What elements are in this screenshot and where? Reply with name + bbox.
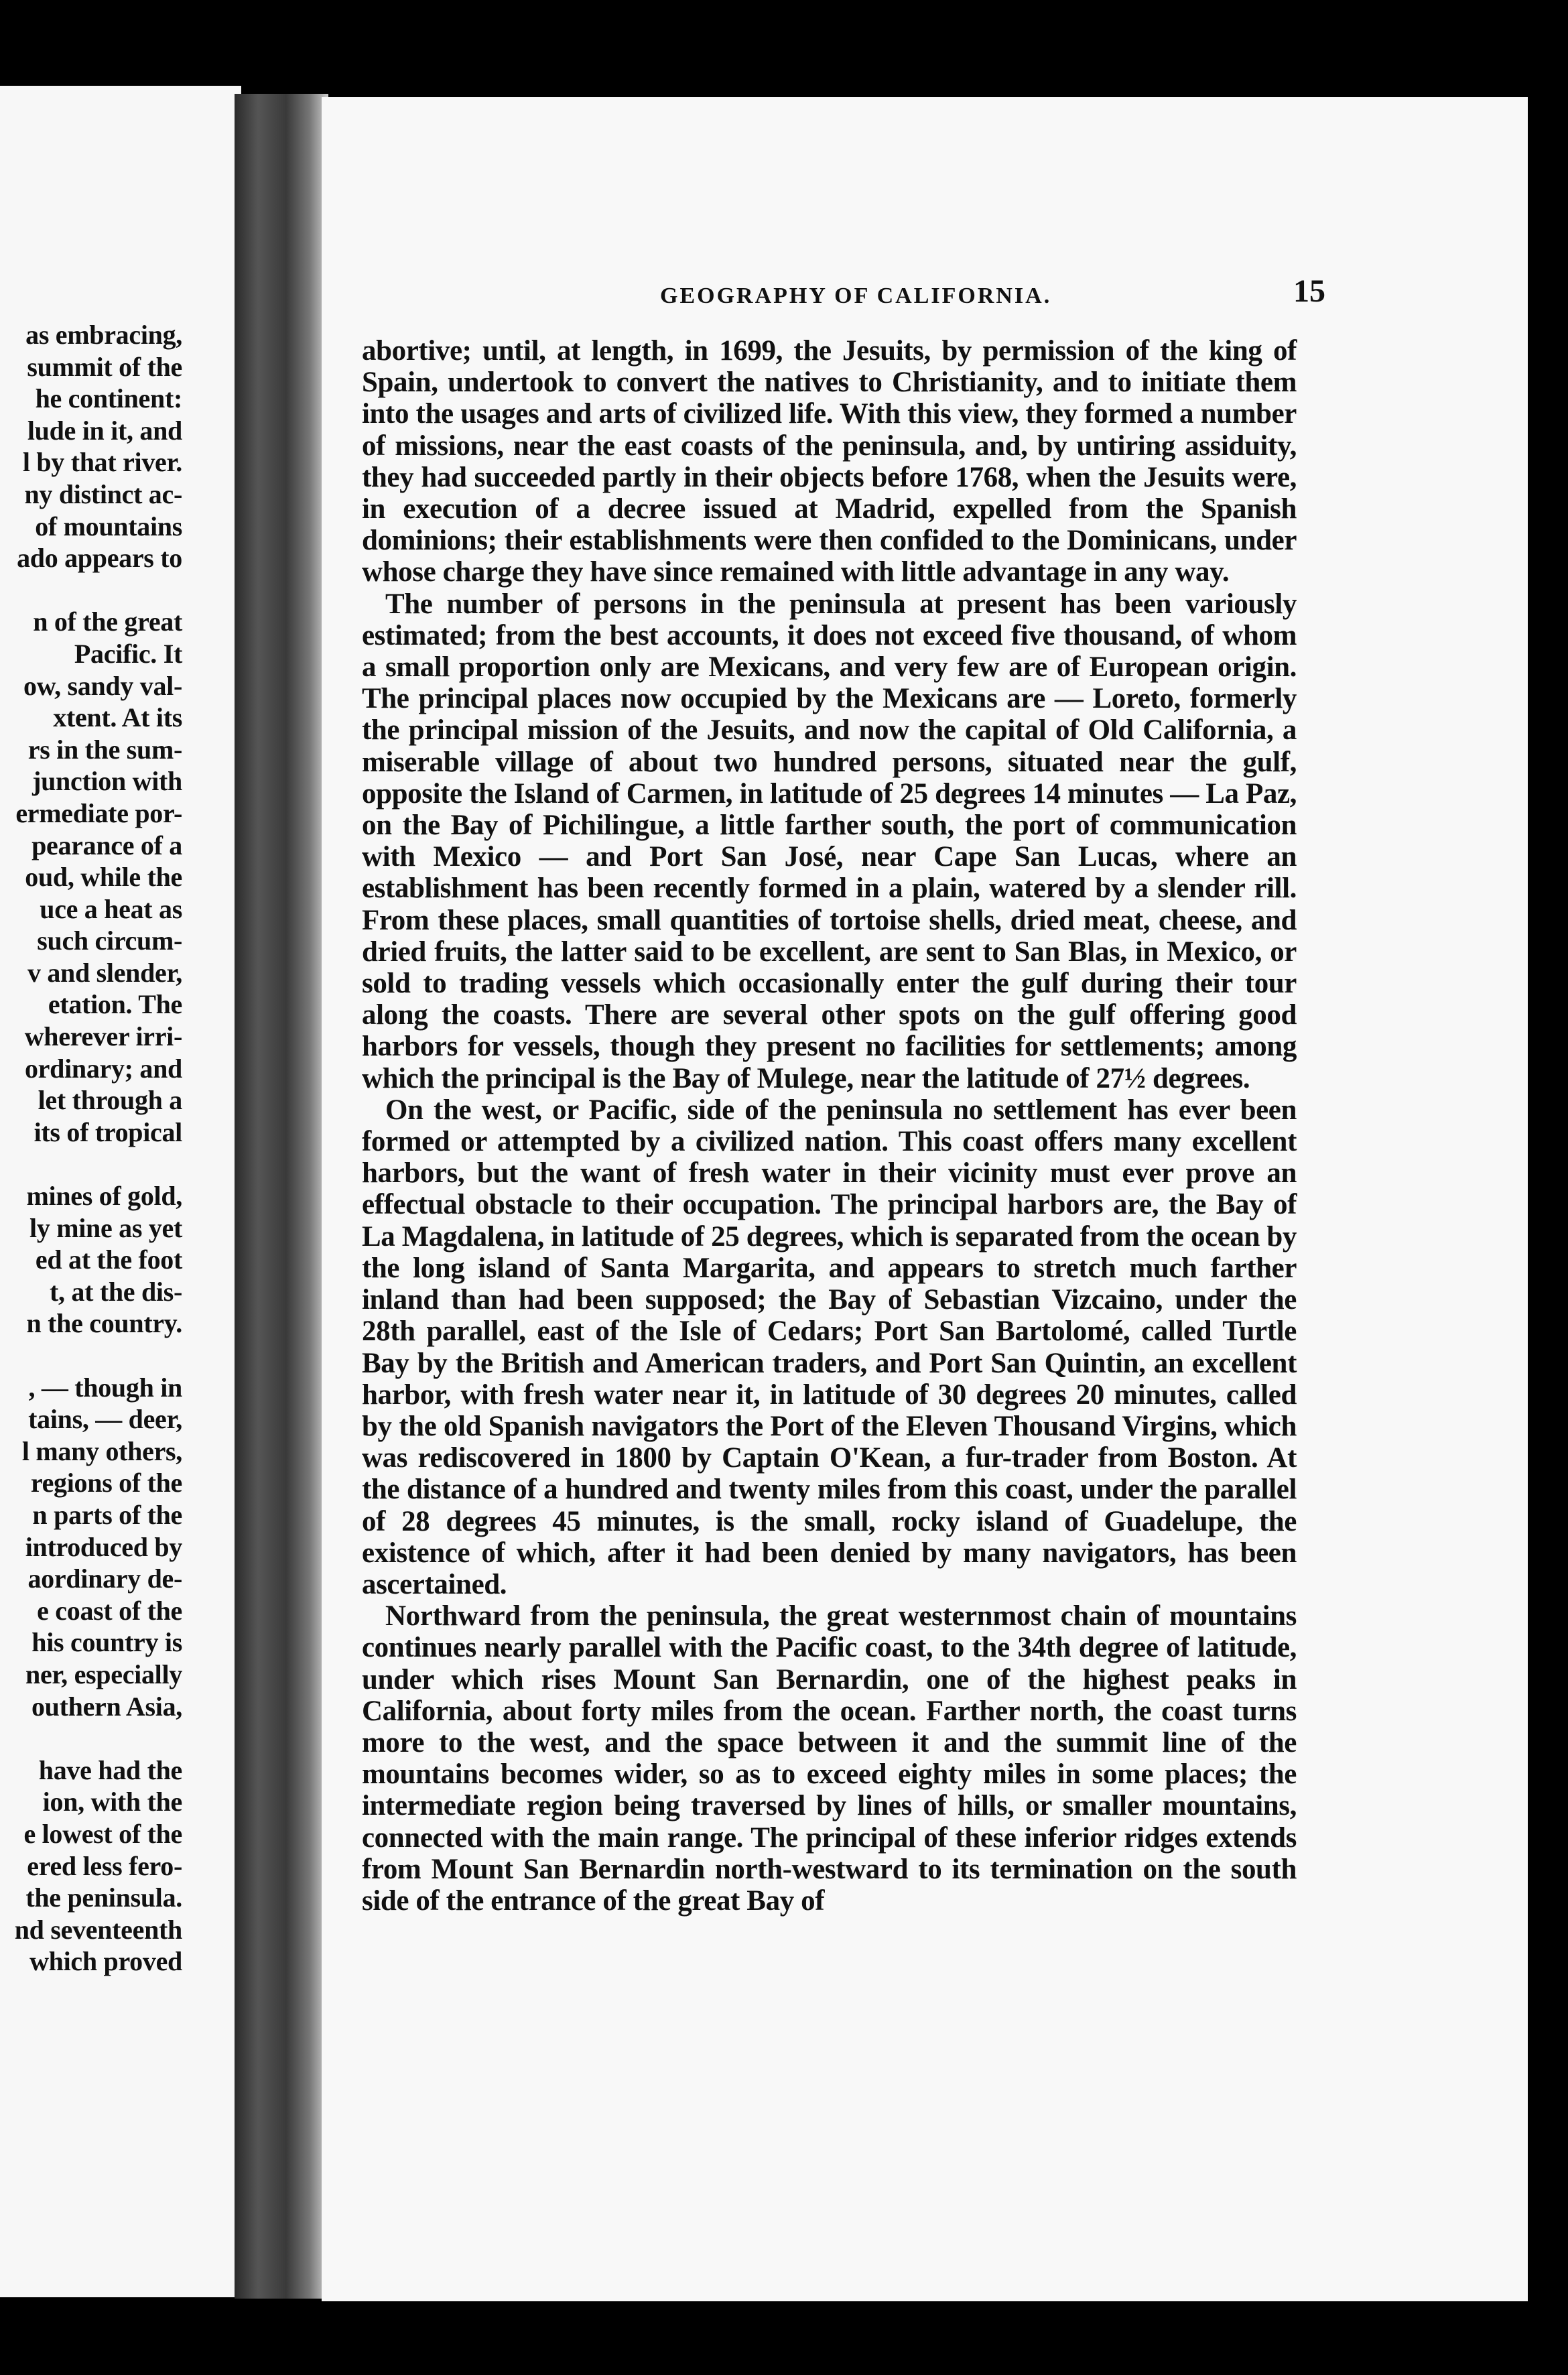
facing-page-line: n of the great	[33, 606, 182, 637]
facing-page-line: ion, with the	[42, 1787, 182, 1817]
facing-page-line	[0, 1340, 182, 1372]
facing-page-line: l many others,	[21, 1435, 182, 1466]
facing-page-text	[0, 319, 182, 1978]
facing-page-line: he continent:	[35, 383, 182, 414]
paragraph: abortive; until, at length, in 1699, the Jesuits, by permission of the king of Spain, undertook to convert the natives to Christianity, and to initiate them into the usages and arts of civilized life. With this view, they formed a number of missions, near the east coasts of the peninsula, and, by untiring assiduity, they had succeeded partly in their objects before 1768, when the Jesuits were, in execution of a decree issued at Madrid, expelled from the Spanish dominions; their establishments were then confided to the Dominicans, under whose charge they have since remained with little advantage in any way.	[362, 335, 1297, 588]
facing-page-line: etation. The	[48, 989, 182, 1020]
facing-page-line: n parts of the	[32, 1499, 182, 1530]
facing-page-line: aordinary de-	[27, 1563, 182, 1594]
facing-page-line: ado appears to	[17, 543, 182, 574]
paragraph: On the west, or Pacific, side of the peninsula no settlement has ever been formed or attempted by a civilized nation. This coast offers many excellent harbors, but the want of fresh water in their vicinity must ever prove an effectual obstacle to their occupation. The principal harbors are, the Bay of La Magdalena, in latitude of 25 degrees, which is separated from the ocean by the long island of Santa Margarita, and appears to stretch much farther inland than had been supposed; the Bay of Sebastian Vizcaino, under the 28th parallel, east of the Isle of Cedars; Port San Bartolomé, called Turtle Bay by the British and American traders, and Port San Quintin, an excellent harbor, with fresh water near it, in latitude of 30 degrees 20 minutes, called by the old Spanish navigators the Port of the Eleven Thousand Virgins, which was rediscovered in 1800 by Captain O'Kean, a fur-trader from Boston. At the distance of a hundred and twenty miles from this coast, under the parallel of 28 degrees 45 minutes, is the small, rocky island of Guadelupe, the existence of which, after it had been denied by many navigators, has been ascertained.	[362, 1094, 1297, 1600]
facing-page-line: lude in it, and	[27, 415, 182, 446]
facing-page-line: of mountains	[35, 511, 182, 541]
facing-page-line: let through a	[38, 1085, 182, 1116]
facing-page-left	[0, 86, 241, 2297]
facing-page-line: tains, — deer,	[28, 1404, 182, 1435]
facing-page-line: xtent. At its	[53, 702, 182, 733]
facing-page-line: e coast of the	[37, 1595, 182, 1626]
facing-page-line: have had the	[38, 1754, 182, 1785]
facing-page-line: ny distinct ac-	[24, 478, 182, 509]
facing-page-line: his country is	[31, 1627, 182, 1658]
body-text	[362, 335, 1297, 1917]
facing-page-line: wherever irri-	[24, 1021, 182, 1052]
facing-page-line: ordinary; and	[24, 1053, 182, 1084]
book-page	[322, 97, 1528, 2309]
facing-page-line: as embracing,	[25, 320, 182, 350]
facing-page-line: its of tropical	[34, 1116, 182, 1147]
facing-page-line	[0, 1148, 182, 1180]
facing-page-line: ly mine as yet	[29, 1212, 182, 1243]
facing-page-line: summit of the	[27, 351, 182, 382]
facing-page-line	[0, 574, 182, 606]
facing-page-line: , — though in	[28, 1372, 182, 1403]
facing-page-line	[0, 1722, 182, 1754]
facing-page-line: such circum-	[37, 925, 182, 956]
facing-page-line: mines of gold,	[26, 1181, 182, 1212]
facing-page-line: uce a heat as	[40, 893, 182, 924]
facing-page-line: ner, especially	[25, 1659, 182, 1689]
facing-page-line: ed at the foot	[35, 1244, 182, 1275]
facing-page-line: v and slender,	[27, 957, 182, 988]
facing-page-line: oud, while the	[25, 862, 182, 893]
facing-page-line: junction with	[32, 766, 182, 797]
paragraph: The number of persons in the peninsula at present has been variously estimated; from the best accounts, it does not exceed five thousand, of whom a small proportion only are Mexicans, and very few are of European origin. The principal places now occupied by the Mexicans are — Loreto, formerly the principal mission of the Jesuits, and now the capital of Old California, a miserable village of about two hundred persons, situated near the gulf, opposite the Island of Carmen, in latitude of 25 degrees 14 minutes — La Paz, on the Bay of Pichilingue, a little farther south, the port of communication with Mexico — and Port San José, near Cape San Lucas, where an establishment has been recently formed in a plain, watered by a slender rill. From these places, small quantities of tortoise shells, dried meat, cheese, and dried fruits, the latter said to be excellent, are sent to San Blas, in Mexico, or sold to trading vessels which occasionally enter the gulf during their tour along the coasts. There are several other spots on the gulf offering good harbors for vessels, though they present no facilities for settlements; among which the principal is the Bay of Mulege, near the latitude of 27½ degrees.	[362, 588, 1297, 1094]
facing-page-line: e lowest of the	[23, 1818, 182, 1849]
binding-gutter	[235, 94, 328, 2299]
facing-page-line: pearance of a	[31, 830, 182, 860]
facing-page-line: nd seventeenth	[14, 1914, 182, 1945]
facing-page-line: Pacific. It	[74, 638, 182, 669]
facing-page-line: ermediate por-	[15, 797, 182, 828]
facing-page-line: ow, sandy val-	[23, 670, 182, 701]
facing-page-line: the peninsula.	[25, 1882, 182, 1913]
paragraph: Northward from the peninsula, the great westernmost chain of mountains continues nearly parallel with the Pacific coast, to the 34th degree of latitude, under which rises Mount San Bernardin, one of the highest peaks in California, about forty miles from the ocean. Farther north, the coast turns more to the west, and the space between it and the summit line of the mountains becomes wider, so as to exceed eighty miles in some places; the intermediate region being traversed by lines of hills, or smaller mountains, connected with the main range. The principal of these inferior ridges extends from Mount San Bernardin north-westward to its termination on the south side of the entrance of the great Bay of	[362, 1600, 1297, 1917]
facing-page-line: regions of the	[30, 1468, 182, 1498]
facing-page-line: t, at the dis-	[49, 1276, 182, 1307]
facing-page-line: ered less fero-	[27, 1850, 182, 1881]
facing-page-line: n the country.	[26, 1308, 182, 1339]
running-head: GEOGRAPHY OF CALIFORNIA.	[660, 283, 1052, 308]
page-number: 15	[1293, 273, 1325, 309]
facing-page-line: introduced by	[25, 1531, 182, 1562]
facing-page-line: rs in the sum-	[27, 734, 182, 765]
scan-border	[0, 2301, 1568, 2375]
facing-page-line: which proved	[29, 1946, 182, 1977]
facing-page-line: outhern Asia,	[31, 1691, 182, 1722]
facing-page-line: l by that river.	[22, 447, 182, 478]
